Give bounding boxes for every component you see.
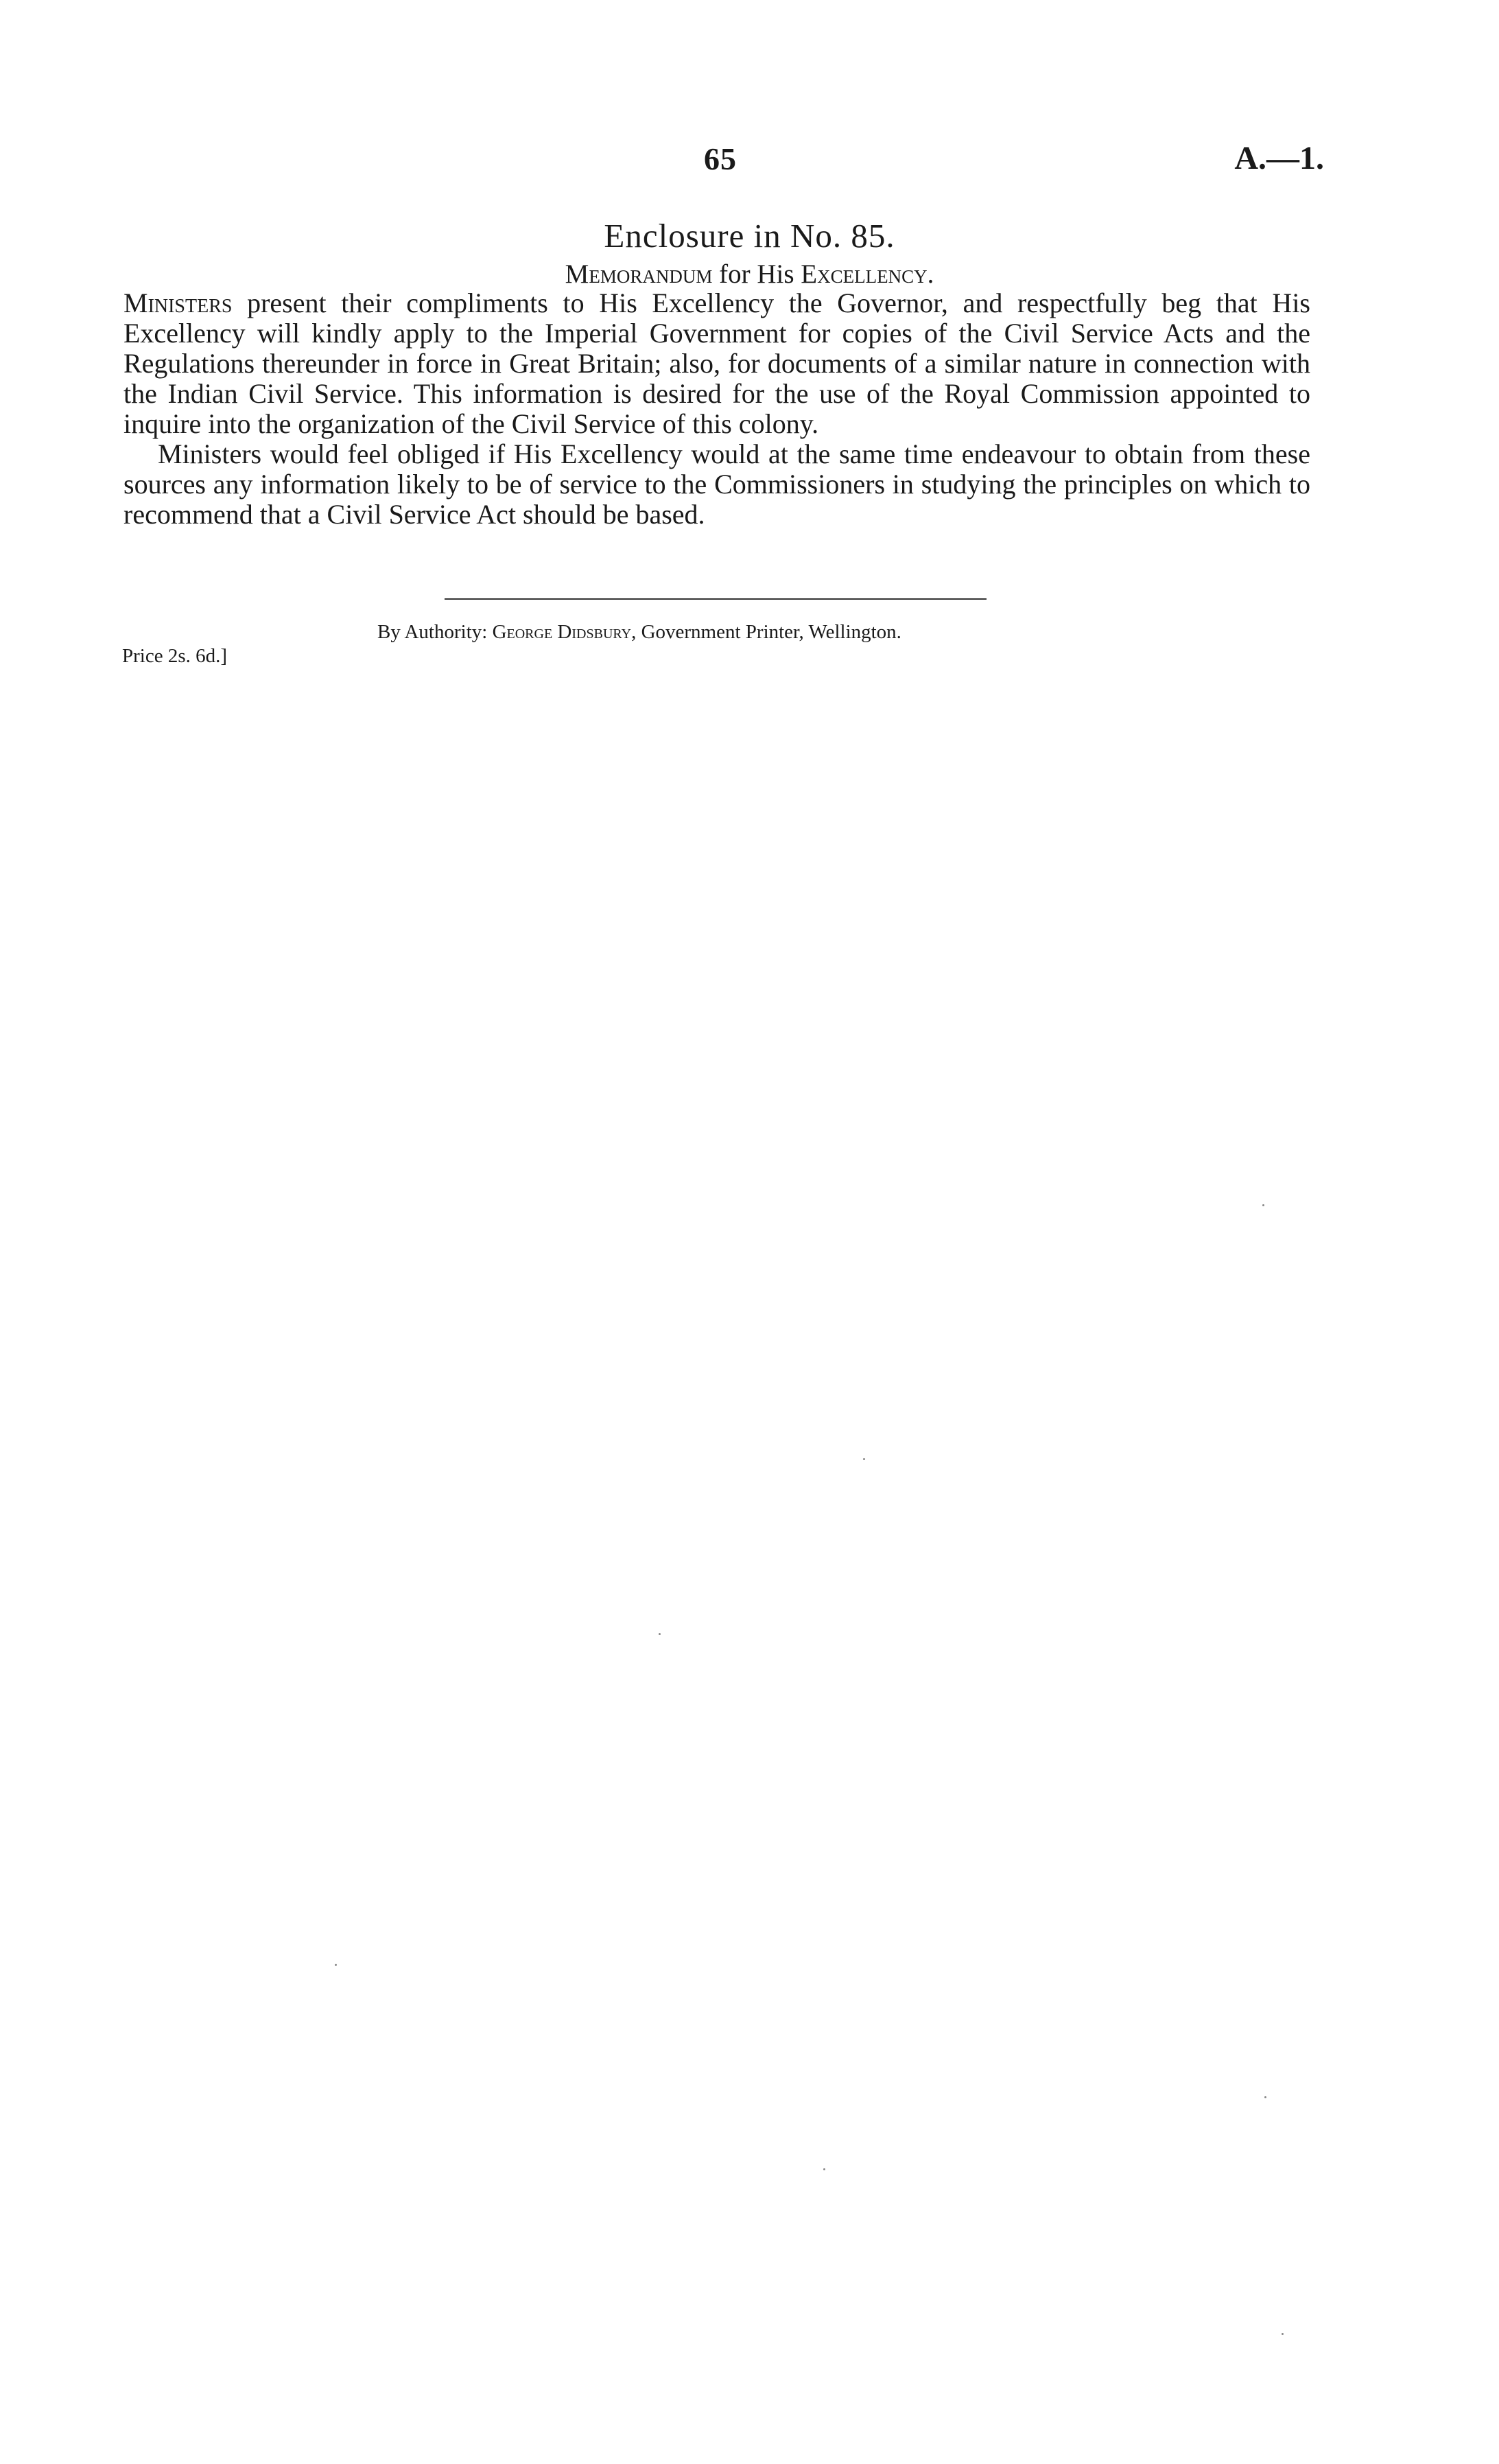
paper-code: A.—1.	[1234, 140, 1324, 176]
horizontal-rule	[445, 598, 987, 600]
memo-heading	[0, 259, 1499, 290]
imprint-suffix: , Government Printer, Wellington.	[631, 621, 901, 643]
paper-speck	[335, 1964, 337, 1966]
paper-speck	[659, 1633, 661, 1635]
page-number: 65	[704, 141, 737, 176]
paragraph-1-lead: Ministers	[123, 288, 233, 318]
paper-speck	[1262, 1204, 1264, 1206]
paper-speck	[1282, 2333, 1284, 2335]
paragraph-1	[123, 288, 1310, 439]
printer-name: George Didsbury	[492, 621, 632, 643]
memorandum-body	[123, 288, 1310, 530]
memo-heading-middle: for His	[712, 259, 801, 289]
memo-heading-first: Memorandum	[565, 259, 713, 289]
paper-speck	[1264, 2096, 1266, 2098]
imprint-prefix: By Authority:	[377, 621, 493, 643]
price-note: Price 2s. 6d.]	[122, 645, 228, 667]
paper-speck	[823, 2168, 825, 2170]
memo-heading-last: Excellency.	[801, 259, 934, 289]
paper-speck	[863, 1458, 865, 1460]
paragraph-1-text: present their compliments to His Excellency the Governor, and respectfully beg that His Excellency will kindly apply to the Imperial Government for copies of the Civil Service Acts and the Regulations thereunder in force in Great Britain; also, for documents of a similar nature in connection with the Indian Civil Service. This information is desired for the use of the Royal Commission appointed to inquire into the organization of the Civil Service of this colony.	[123, 288, 1310, 439]
imprint-line	[377, 621, 1098, 644]
enclosure-heading: Enclosure in No. 85.	[604, 217, 895, 255]
paragraph-2: Ministers would feel obliged if His Excellency would at the same time endeavour to obtain from these sources any information likely to be of service to the Commissioners in studying the principles on which to recommend that a Civil Service Act should be based.	[123, 438, 1310, 530]
